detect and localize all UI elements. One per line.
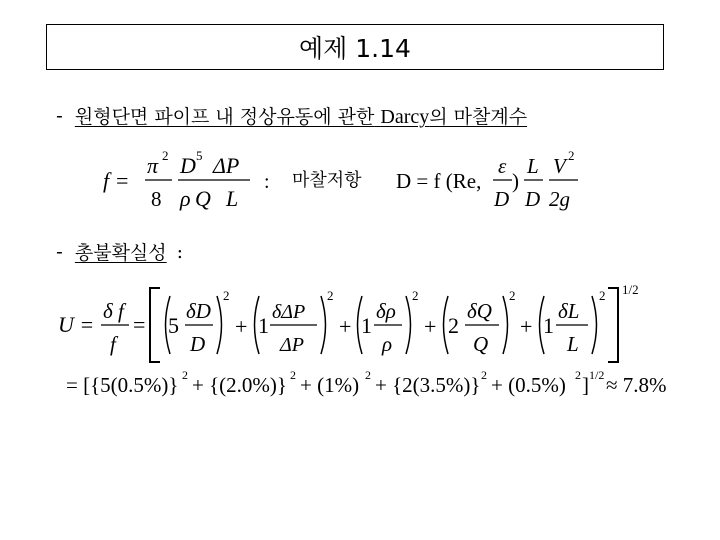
f2-outer-left-bracket: [150, 288, 160, 362]
f2-eq: =: [133, 312, 146, 337]
f1-d-exp: 5: [196, 148, 203, 163]
f1-pi: π: [147, 153, 159, 178]
f2-rho: ρ: [382, 332, 393, 356]
formula-uncertainty: [58, 282, 639, 362]
bullet-suffix: 의 마찰계수: [429, 106, 528, 128]
f1-rho: ρ: [180, 186, 191, 211]
f3-close: ]: [582, 373, 589, 397]
f2-t4-exp: 2: [509, 288, 516, 303]
f2-plus1: +: [235, 314, 248, 339]
f2-c1b: 1: [361, 313, 372, 338]
f1-v-exp: 2: [568, 148, 575, 163]
f2-t1-rparen: [217, 296, 222, 354]
f1-eps: ε: [498, 154, 507, 178]
f1-d: D: [180, 153, 196, 178]
bullet-uncertainty-label: 총불확실성: [74, 242, 167, 264]
f1-friction-label: 마찰저항: [292, 170, 362, 191]
f2-f: f: [110, 332, 116, 356]
f1-2g: 2g: [549, 187, 570, 211]
f3-t5: + (0.5%): [491, 373, 566, 397]
f1-colon: :: [264, 171, 270, 193]
f3-t2: + {(2.0%)}: [192, 373, 287, 397]
formula-friction-factor: [103, 148, 578, 211]
bullet-darcy: Darcy: [380, 106, 430, 128]
f2-c2: 2: [448, 313, 459, 338]
f2-plus4: +: [520, 314, 533, 339]
f3-half: 1/2: [589, 368, 605, 382]
bullet-dash: -: [56, 104, 63, 127]
f2-half-exp: 1/2: [622, 282, 639, 297]
f1-lhs: f =: [103, 168, 130, 193]
bullet-korean: 원형단면 파이프 내 정상유동에 관한: [74, 106, 375, 128]
f2-t3-exp: 2: [412, 288, 419, 303]
f2-plus2: +: [339, 314, 352, 339]
f1-d3: D: [525, 187, 541, 211]
bullet-colon: :: [176, 240, 184, 263]
f1-l: L: [226, 186, 239, 211]
f3-approx: ≈ 7.8%: [606, 373, 667, 397]
f3-t3: + (1%): [300, 373, 360, 397]
f2-Q: Q: [473, 332, 489, 356]
f1-l2: L: [527, 154, 539, 178]
f3-t1-exp: 2: [182, 368, 188, 382]
f2-dDP: δΔP: [272, 301, 306, 323]
f1-pi-exp: 2: [162, 148, 169, 163]
slide-title: 예제 1.14: [299, 34, 411, 63]
f1-close: ): [512, 169, 519, 193]
bullet-dash-2: -: [56, 240, 63, 263]
f2-c1c: 1: [543, 313, 554, 338]
f2-L: L: [567, 332, 579, 356]
f1-dp: ΔP: [213, 153, 240, 178]
f1-d2: D: [494, 187, 510, 211]
f1-eight: 8: [151, 187, 162, 211]
f2-dQ: δQ: [467, 299, 492, 323]
f2-c1a: 1: [258, 313, 269, 338]
f2-DP: ΔP: [280, 334, 304, 356]
f2-t2-exp: 2: [327, 288, 334, 303]
f2-dL: δL: [558, 299, 580, 323]
f3-t4-exp: 2: [481, 368, 487, 382]
f1-d-eq: D = f (Re,: [396, 169, 482, 193]
f2-t5-rparen: [592, 296, 597, 354]
f2-t1-exp: 2: [223, 288, 230, 303]
f3-t3-exp: 2: [365, 368, 371, 382]
f3-t1: = [{5(0.5%)}: [66, 373, 179, 397]
f2-df: δ f: [103, 299, 124, 323]
f3-t4: + {2(3.5%)}: [375, 373, 481, 397]
f2-t2-rparen: [321, 296, 326, 354]
f2-t5-exp: 2: [599, 288, 606, 303]
f2-drho: δρ: [376, 299, 396, 323]
f2-outer-right-bracket: [608, 288, 618, 362]
f3-t5-exp: 2: [575, 368, 581, 382]
f2-u: U =: [58, 312, 95, 337]
f2-D: D: [190, 332, 206, 356]
f2-t3-rparen: [406, 296, 411, 354]
f2-dD: δD: [186, 299, 211, 323]
f1-q: Q: [195, 186, 211, 211]
f2-c5: 5: [168, 313, 179, 338]
f2-t4-rparen: [503, 296, 508, 354]
formula-numeric: [66, 368, 667, 397]
f1-v: V: [553, 154, 566, 178]
f3-t2-exp: 2: [290, 368, 296, 382]
f2-plus3: +: [424, 314, 437, 339]
